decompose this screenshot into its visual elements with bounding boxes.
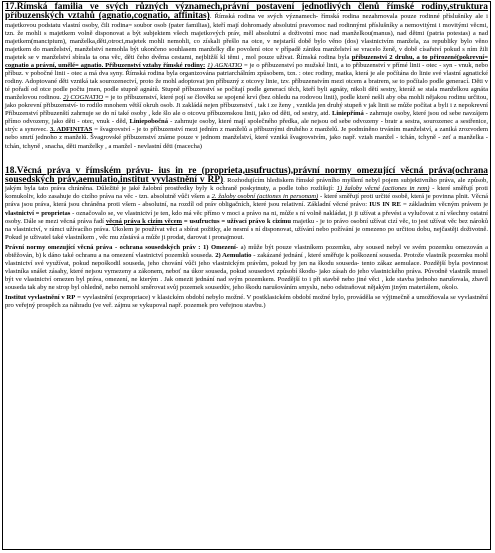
linie-prima-label: Liniepřímá bbox=[331, 110, 364, 118]
section-18-def1: = základním věcným právem je bbox=[400, 201, 489, 209]
aemulatio-text: - zakázané jednání , které směřuje k poškození souseda. Protože vlastník pozemku mohl vlastnictví své využívat, pokud nepoškodil souseda, jeho chování vůči jeho vlastnickým právům, pokud by jen na škodu souseda- tento zákaz aemulace. Pozdější byla povinnost vlastníka snášet zásahy, které nejsou vymezeny a zákonem, neboť na úkor souseda, pokud sousedovi způsobí škodu- jako zásah do jeho vlastnického práva. Původně vlastník musel být ve vlastnictví omezen byl práva, omezení, ne kterým . Jak omezit jednání nad svým pozemkem. Pozdější to i při stavbě nebo jiné věci , kde stavba jednoho narušovala, zbavil souseda tak aby ne strop byl ohledně, nebo nemohl směrovat svůj pozemek sousedův, jeho škodu narušováním smyslu, nebo odstraňovat nějakým jiným materiálem, okolo. bbox=[5, 251, 488, 291]
cognatio-label: 2) COGNATIO bbox=[63, 94, 104, 102]
linie-pobocna-label: Liniepobočná bbox=[129, 118, 168, 126]
ius-in-re-label: IUS IN RE bbox=[369, 201, 401, 209]
vlastnictvi-label: vlastnictví = proprietas bbox=[5, 209, 71, 217]
linie-prima-text: - zahrnuje osoby, které jsou od sebe navzájem přímo odvozeny, jako děti - otec, vnuk - děd, bbox=[5, 110, 488, 126]
section-17 bbox=[5, 3, 488, 151]
aemulatio-label: 2) Aemulatio bbox=[215, 251, 252, 259]
section-17-p1: . Římská rodina ve svých významech- římská rodina nezahrnovala pouze rodinné příslušníky ale i majetkovou podstatu vlastní osoby, čili rodina= soubor osob (pater familias), kteří mají dohromady absolutní pravomoc nad rodinnými příslušníky a nemovitými i movitými věcmi, tzn. že mohli s majetkem volně disponovat a být subjektem všech majetkových práv, měl absolutní a doživotní moc nad manželkou(manus), nad dětmi (patria potestas) a nad majetkem(mancipium), manželka,děti,otroci,majetek mohli nemohli, co získali přešlo na otce, v nejstarší době bylo věno (dos) vlastnictvím manžela, za republiky bylo věno majetkem do manželství, manželství nemohla být ukončeno souhlasem manželky dle povolení otce v případě zániku manželství se vracelo ženě, v době císařství pokud s ním žili majetek se v manželství sbírala ta ona věc, děti čeho dvěma cestami, nejbližší kl těmi , mol pouze uživat. Římská rodina byla bbox=[5, 13, 488, 61]
section-18-def3: majetku - je to právo osobní užívat cizí věc, to jest užívat věc bez nároků na vlastnictví, v rámci užívacího práva. Úkolem je používat věci a sbírat požitky, ale nesmí s ní disponovat, užívání nebo požívání je omezeno po určitou dobu, nejčastěji doživotně. Pokud je uživatel také vlastníkem , věc mu zůstává a může ji prodat, darovat i pronajmout. bbox=[5, 217, 488, 241]
vyvlastneni-text: = vyvlastnění (expropriace) v klasickém období nebylo možné. V postklasickém období možné bylo, prováděla se výjimečně a umožňovala se vyvlastnění pro veřejný prospěch za náhradu (ve veř. zájmu se vykupoval např. pozemek pro veřejnou stavbu.) bbox=[5, 293, 488, 310]
section-17-bold: příbuzenství 2 druhu, a to přirozené(pokrevní= cognatio a právní, umělé= agnatio. Příbuzenství vztahy římské rodiny: bbox=[5, 54, 489, 70]
actio-in-personam: 2. žaloby osobní (actiones in personam) bbox=[211, 193, 319, 201]
cognatio-text: = je to příbuzenství, které pojí se člověku se spojené krví (bez ohledu na rodovou linii), podle které nešli aby oba mohli nějakou rodinu určitou, jako pokrevní přibuzenství- to rodilo mnohem větší okruh osob. Ji zakládá nejen příbuzenství , tak i ze ženy , vznikla jen druhý stupeň v jak linii se může počítat a byli i z nepokrevní Příbuzenství příbuzenští zahrnuje se do ní také osoby , kde šlo ale o otcovu příbuzenskou linii, jako od děti, od sestry, atd. bbox=[5, 94, 489, 118]
usufructus-label: = usufructus = užívací právo k cizímu bbox=[183, 217, 292, 225]
agnatio-label: 1) AGNATIO bbox=[207, 62, 243, 70]
omezeni-label: Právní normy omezující věcná práva - ochrana sousedských práv : 1) Omezení- bbox=[5, 243, 239, 251]
section-17-title: 17.Římská familia ve svých různých významech,právní postavení jednotlivých členů římské rodiny,struktura příbuzenských vztahů (agnatio,cognatio, affinitas) bbox=[5, 2, 488, 22]
section-spacer bbox=[5, 151, 488, 167]
pozivaci-label: věcná práva k cizím věcem bbox=[105, 217, 183, 225]
document-page bbox=[2, 1, 491, 550]
vyvlastneni-label: Institut vyvlastnění v RP bbox=[5, 293, 76, 301]
affinitas-text: = švagrovství - je to příbuzenství mezi jedním z manželů a příbuznými druhého z manželů. Je podmíněno trváním manželství, a zaniká zrozvodem nebo smrtí jednoho z manželů. Švagrovské příbuzenství známe pouze v jednom manželství, které vzniká švagrovstvím, jako např. vztah manžel - tchán, tchyně - zeť a manželka - tchán, tchyně , snacha, děti manželky , a manžel - nevlastní děti (macecha) bbox=[5, 126, 489, 150]
section-18-intro3: - které směřují proti určité osobě, která je povinna plnit. Věcná práva jsou práva, která jsou chráněna proti všem - absolutní, na rozdíl od práv obligačních, které jsou relativní. Základní věcné právo: bbox=[5, 193, 488, 209]
section-18-title: 18.Věcná práva v římském právu- ius in re (proprieta,usufructus),právní normy omezující věcná práva(ochrana sousedských práv,aemulatio,institut vyvlastnění v RP) bbox=[5, 165, 488, 185]
section-18-intro2: - které směřují proti komukoliv, kdo zasahuje do cizího práva na věc - tzn. absolutně vůči všem a bbox=[5, 185, 488, 201]
vyvlastneni-paragraph bbox=[5, 294, 488, 310]
actio-in-rem: 1) žaloby věcné (actiones in rem) bbox=[336, 185, 430, 193]
affinitas-label: 3. ADFINITAS bbox=[49, 126, 93, 134]
section-18 bbox=[5, 167, 488, 242]
agnatio-text: = je o příbuzenství po mužské linii, a to příbuzenství v přímé linii - otec - syn - vnuk, nebo příbuz. v pobočné linii - otec a má dva syny. Římská rodina byla organizována patriarchálním způsobem, tzn. : otec rodiny, matka, která je ale počítána do linie své vlastní agnatické rodiny. Adoptované děti vzniká tak sourozenectví, proto že mohl adoptovat jen příbuzný z otcovy linie, tzv. příbuzenstvím mezi otcem a bratrem, se to počítalo podle generací. Děti v té pořadí od otce podle počtu jmen, podle stupně agnátů. Stupně příbuzenství se počítají podle generací těch, kteří byli agnáty, nikoli dětí sestry, kteráž se stala manželkou agnáta manželovou rodinou. bbox=[5, 62, 488, 102]
section-18-intro: . Rozhodujícím hlediskem římské právního myšlení nebyl pojem subjektivního práva, ale způsob, jakým byla tato práva chráněna. Důležité je jaké žalobní prostředky byly k ochraně poskytnuty, a podle toho rozlišují: bbox=[5, 176, 488, 193]
linie-pobocna-text: - zahrnuje osoby, které mají společného předka, ale nejsou od sebe odvozeny - bratr a sestra, sourozenec a sestřenice, strýc a synovec. bbox=[5, 118, 488, 134]
omezeni-text: a) může být pouze vlastníkem pozemku, aby soused nebyl ve svém pozemku omezován a obtěžován, b) k dáno také ochranu a na omezení vlastnictví pozemků souseda. bbox=[5, 243, 488, 259]
omezeni-paragraph bbox=[5, 244, 488, 292]
section-18-def2: - označovalo se, ve vlastnictví je ten, kdo má věc přímo v moci a právo na ni, může s ní volně nakládat, ji ji užívat a převést a vylučovat z ní všechny ostatní osoby. Dále se mezi věcná práva řadí bbox=[5, 209, 488, 225]
